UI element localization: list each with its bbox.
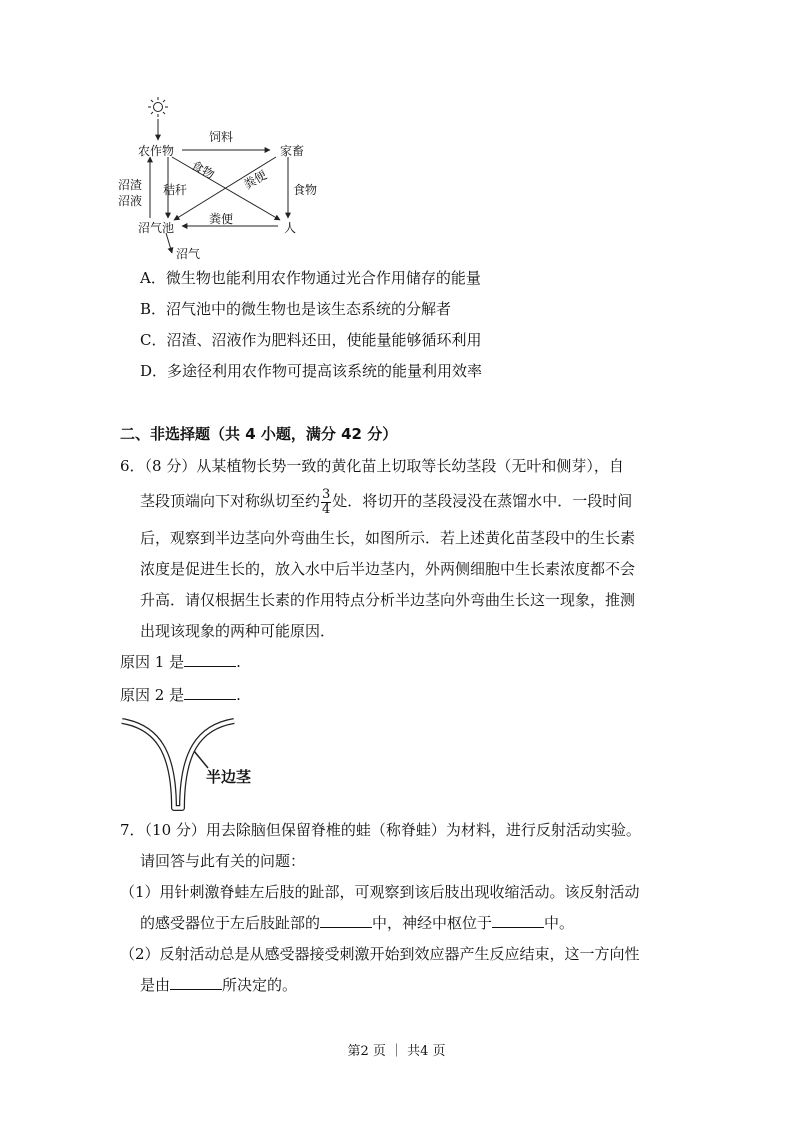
q6-line-4: 浓度是促进生长的，放入水中后半边茎内，外两侧细胞中生长素浓度都不会 <box>140 560 636 578</box>
q6-reason-2 <box>120 685 241 705</box>
q5-option-b: B．沼气池中的微生物也是该生态系统的分解者 <box>140 300 452 318</box>
q7-part-2-line-2 <box>140 975 297 995</box>
q7-line-2: 请回答与此有关的问题： <box>140 852 306 870</box>
q5-option-d: D．多途径利用农作物可提高该系统的能量利用效率 <box>140 362 483 380</box>
reason-2-period: . <box>236 686 241 704</box>
edge-residue-1: 沼渣 <box>118 178 143 192</box>
edge-food-1: 食物 <box>188 158 217 182</box>
q6-line-5: 升高．请仅根据生长素的作用特点分析半边茎向外弯曲生长这一现象，推测 <box>140 591 636 609</box>
q7-part-1-line-2 <box>140 913 574 933</box>
node-crops: 农作物 <box>138 144 175 158</box>
edge-feed: 饲料 <box>209 130 234 144</box>
q6-line-3: 后，观察到半边茎向外弯曲生长，如图所示．若上述黄化苗茎段中的生长素 <box>140 529 636 547</box>
q5-option-c: C．沼渣、沼液作为肥料还田，使能量能够循环利用 <box>140 331 482 349</box>
p1-text-a: 的感受器位于左后肢趾部的 <box>140 914 321 932</box>
fraction-numerator: 3 <box>322 486 331 502</box>
q7-part-2-line-1: （2）反射活动总是从感受器接受刺激开始到效应器产生反应结束，这一方向性 <box>120 945 640 963</box>
edge-manure-1: 粪便 <box>241 167 270 192</box>
fraction-denominator: 4 <box>322 501 331 517</box>
reason-1-period: . <box>236 653 241 671</box>
q6-line-1: 6．（8 分）从某植物长势一致的黄化苗上切取等长幼茎段（无叶和侧芽），自 <box>120 457 624 475</box>
p2-text-a: 是由 <box>140 976 171 994</box>
p1-text-c: 中。 <box>544 914 575 932</box>
p2-text-b: 所决定的。 <box>222 976 298 994</box>
node-livestock: 家畜 <box>280 144 305 158</box>
p1-text-b: 中，神经中枢位于 <box>372 914 493 932</box>
reason-1-blank[interactable] <box>184 652 236 667</box>
edge-manure-2: 粪便 <box>209 212 234 226</box>
node-human: 人 <box>284 221 297 235</box>
arrow-pool-biogas <box>166 233 172 253</box>
direction-blank[interactable] <box>170 975 222 990</box>
center-blank[interactable] <box>492 913 544 928</box>
node-biogas-pool: 沼气池 <box>138 221 175 235</box>
q6-line-6: 出现该现象的两种可能原因． <box>140 622 336 640</box>
node-biogas: 沼气 <box>176 247 201 261</box>
edge-residue-2: 沼液 <box>118 194 143 208</box>
section-heading: 二、非选择题（共 4 小题，满分 42 分） <box>120 425 398 443</box>
edge-food-2: 食物 <box>293 183 318 197</box>
q6-line-2-pre: 茎段顶端向下对称纵切至约 <box>140 492 321 510</box>
page-footer: 第2 页 ｜ 共4 页 <box>347 1044 446 1059</box>
stem-figure-label: 半边茎 <box>206 768 252 786</box>
q6-reason-1 <box>120 652 241 672</box>
split-stem-figure <box>118 713 258 813</box>
q5-option-a: A．微生物也能利用农作物通过光合作用储存的能量 <box>140 269 481 287</box>
edge-straw: 秸秆 <box>163 183 188 197</box>
q7-line-1: 7．（10 分）用去除脑但保留脊椎的蛙（称脊蛙）为材料，进行反射活动实验。 <box>120 821 641 839</box>
fraction <box>321 488 331 517</box>
sun-icon <box>148 97 168 117</box>
q6-line-2 <box>140 486 632 517</box>
reason-2-label: 原因 2 是 <box>120 686 185 704</box>
reason-1-label: 原因 1 是 <box>120 653 185 671</box>
q6-line-2-post: 处．将切开的茎段浸没在蒸馏水中．一段时间 <box>332 492 633 510</box>
receptor-blank[interactable] <box>320 913 372 928</box>
reason-2-blank[interactable] <box>184 685 236 700</box>
q7-part-1-line-1: （1）用针刺激脊蛙左后肢的趾部，可观察到该后肢出现收缩活动。该反射活动 <box>120 883 640 901</box>
